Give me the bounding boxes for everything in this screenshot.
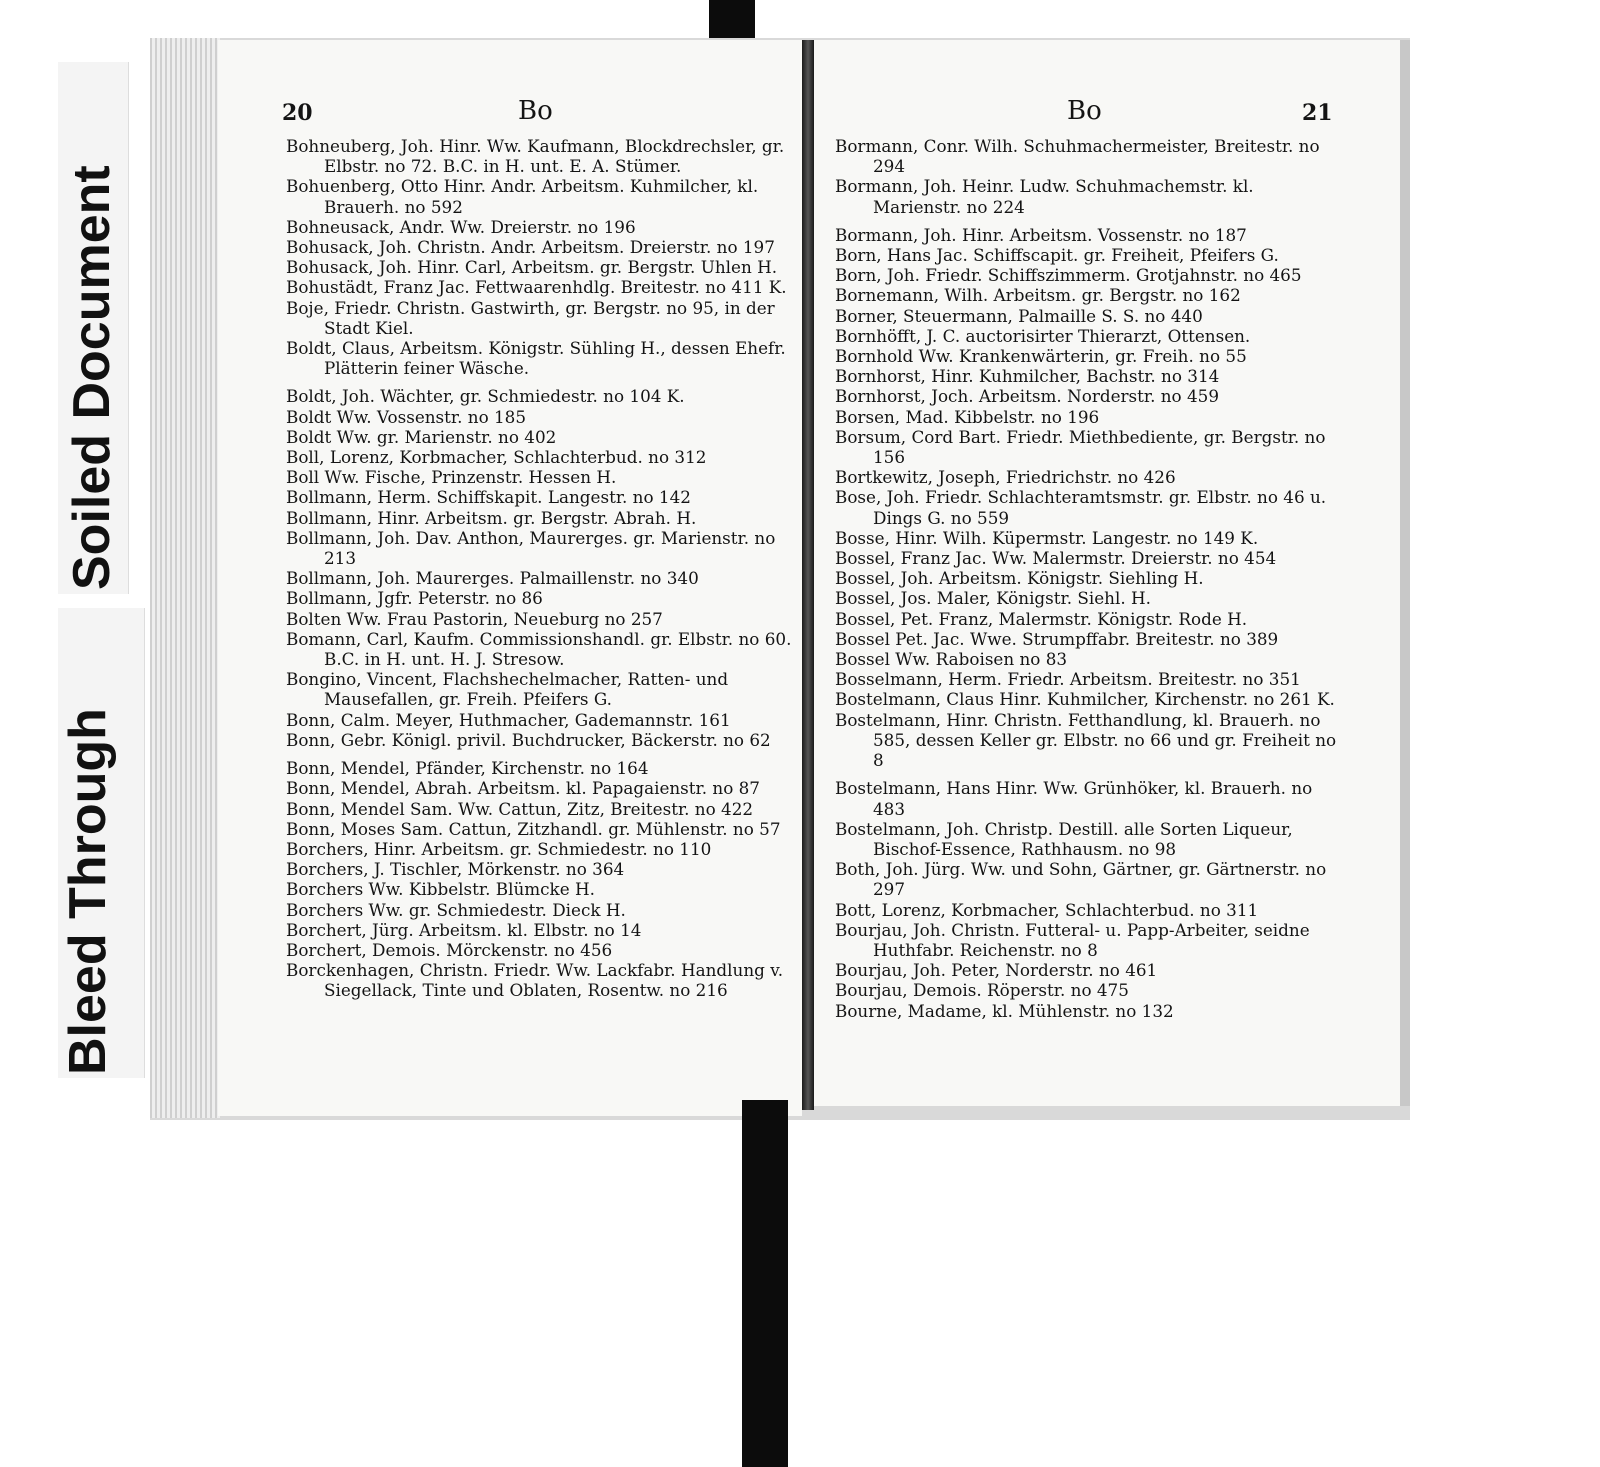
directory-entry: Bornemann, Wilh. Arbeitsm. gr. Bergstr. no 162 bbox=[835, 285, 1241, 306]
left-entry-list bbox=[286, 136, 794, 1001]
directory-entry: Bonn, Moses Sam. Cattun, Zitzhandl. gr. Mühlenstr. no 57 bbox=[286, 818, 781, 839]
directory-entry: Bohuenberg, Otto Hinr. Andr. Arbeitsm. Kuhmilcher, kl. Brauerh. no 592 bbox=[286, 176, 759, 217]
directory-entry: Bossel, Joh. Arbeitsm. Königstr. Siehling H. bbox=[835, 568, 1204, 589]
left-running-head: Bo bbox=[518, 96, 553, 126]
page-edges-right bbox=[1400, 40, 1410, 1106]
directory-entry: Bossel Ww. Raboisen no 83 bbox=[835, 649, 1068, 670]
directory-entry: Boldt, Claus, Arbeitsm. Königstr. Sühling H., dessen Ehefr. Plätterin feiner Wäsche. bbox=[286, 338, 786, 379]
directory-entry: Bostelmann, Hans Hinr. Ww. Grünhöker, kl. Brauerh. no 483 bbox=[835, 778, 1313, 819]
directory-entry: Both, Joh. Jürg. Ww. und Sohn, Gärtner, gr. Gärtnerstr. no 297 bbox=[835, 859, 1327, 900]
directory-entry: Born, Hans Jac. Schiffscapit. gr. Freiheit, Pfeifers G. bbox=[835, 245, 1279, 266]
directory-entry: Boll, Lorenz, Korbmacher, Schlachterbud. no 312 bbox=[286, 447, 707, 468]
directory-entry: Borckenhagen, Christn. Friedr. Ww. Lackfabr. Handlung v. Siegellack, Tinte und Oblaten, Rosentw. no 216 bbox=[286, 960, 784, 1001]
directory-entry: Bolten Ww. Frau Pastorin, Neueburg no 257 bbox=[286, 608, 663, 629]
directory-entry: Borchers, J. Tischler, Mörkenstr. no 364 bbox=[286, 859, 625, 880]
bookmark-ribbon-bottom bbox=[742, 1100, 788, 1467]
directory-entry: Borchers, Hinr. Arbeitsm. gr. Schmiedestr. no 110 bbox=[286, 838, 712, 859]
directory-entry: Bosselmann, Herm. Friedr. Arbeitsm. Breitestr. no 351 bbox=[835, 669, 1301, 690]
directory-entry: Bourjau, Joh. Christn. Futteral- u. Papp-Arbeiter, seidne Huthfabr. Reichenstr. no 8 bbox=[835, 919, 1310, 960]
right-running-head: Bo bbox=[1067, 96, 1102, 126]
directory-entry: Bonn, Mendel, Pfänder, Kirchenstr. no 164 bbox=[286, 758, 649, 779]
directory-entry: Bohusack, Joh. Christn. Andr. Arbeitsm. Dreierstr. no 197 bbox=[286, 237, 775, 258]
directory-entry: Borsen, Mad. Kibbelstr. no 196 bbox=[835, 406, 1100, 427]
directory-entry: Bortkewitz, Joseph, Friedrichstr. no 426 bbox=[835, 467, 1176, 488]
directory-entry: Bomann, Carl, Kaufm. Commissionshandl. gr. Elbstr. no 60. B.C. in H. unt. H. J. Stresow. bbox=[286, 628, 792, 670]
directory-entry: Bose, Joh. Friedr. Schlachteramtsmstr. gr. Elbstr. no 46 u. Dings G. no 559 bbox=[835, 487, 1327, 528]
directory-entry: Borchert, Jürg. Arbeitsm. kl. Elbstr. no 14 bbox=[286, 919, 642, 940]
directory-entry: Boldt Ww. Vossenstr. no 185 bbox=[286, 406, 527, 427]
soiled-document-label: Soiled Document bbox=[63, 165, 121, 590]
directory-entry: Bollmann, Joh. Dav. Anthon, Maurerges. gr. Marienstr. no 213 bbox=[286, 527, 776, 569]
directory-entry: Bollmann, Herm. Schiffskapit. Langestr. no 142 bbox=[286, 487, 691, 508]
directory-entry: Bollmann, Hinr. Arbeitsm. gr. Bergstr. Abrah. H. bbox=[286, 507, 697, 528]
directory-entry: Bossel Pet. Jac. Wwe. Strumpffabr. Breitestr. no 389 bbox=[835, 628, 1279, 649]
directory-entry: Bossel, Franz Jac. Ww. Malermstr. Dreierstr. no 454 bbox=[835, 548, 1277, 569]
directory-entry: Bornhold Ww. Krankenwärterin, gr. Freih. no 55 bbox=[835, 346, 1247, 367]
directory-entry: Bornhorst, Hinr. Kuhmilcher, Bachstr. no 314 bbox=[835, 366, 1220, 387]
page-edges-left bbox=[150, 38, 220, 1118]
right-page-number: 21 bbox=[1302, 100, 1333, 126]
directory-entry: Borsum, Cord Bart. Friedr. Miethbediente, gr. Bergstr. no 156 bbox=[835, 426, 1326, 468]
directory-entry: Bohusack, Joh. Hinr. Carl, Arbeitsm. gr. Bergstr. Uhlen H. bbox=[286, 257, 778, 278]
directory-entry: Bostelmann, Claus Hinr. Kuhmilcher, Kirchenstr. no 261 K. bbox=[835, 689, 1335, 710]
directory-entry: Bonn, Gebr. Königl. privil. Buchdrucker, Bäckerstr. no 62 bbox=[286, 729, 771, 750]
directory-entry: Boll Ww. Fische, Prinzenstr. Hessen H. bbox=[286, 467, 617, 488]
directory-entry: Bornhorst, Joch. Arbeitsm. Norderstr. no 459 bbox=[835, 386, 1220, 407]
directory-entry: Bormann, Joh. Heinr. Ludw. Schuhmachemstr. kl. Marienstr. no 224 bbox=[835, 176, 1254, 217]
left-page-number: 20 bbox=[282, 100, 313, 126]
directory-entry: Bohneusack, Andr. Ww. Dreierstr. no 196 bbox=[286, 216, 636, 237]
book-gutter bbox=[802, 40, 814, 1110]
right-entry-list bbox=[835, 136, 1345, 1021]
directory-entry: Bourne, Madame, kl. Mühlenstr. no 132 bbox=[835, 1000, 1174, 1021]
directory-entry: Bostelmann, Joh. Christp. Destill. alle Sorten Liqueur, Bischof-Essence, Rathhausm. no 98 bbox=[835, 818, 1293, 859]
directory-entry: Bossel, Pet. Franz, Malermstr. Königstr. Rode H. bbox=[835, 608, 1248, 629]
directory-entry: Bongino, Vincent, Flachshechelmacher, Ratten- und Mausefallen, gr. Freih. Pfeifers G. bbox=[286, 669, 729, 710]
directory-entry: Bonn, Calm. Meyer, Huthmacher, Gademannstr. 161 bbox=[286, 709, 731, 730]
directory-entry: Born, Joh. Friedr. Schiffszimmerm. Grotjahnstr. no 465 bbox=[835, 265, 1302, 286]
directory-entry: Bohneuberg, Joh. Hinr. Ww. Kaufmann, Blockdrechsler, gr. Elbstr. no 72. B.C. in H. unt. E. A. Stümer. bbox=[286, 136, 785, 177]
directory-entry: Borchers Ww. gr. Schmiedestr. Dieck H. bbox=[286, 899, 626, 920]
directory-entry: Bormann, Joh. Hinr. Arbeitsm. Vossenstr. no 187 bbox=[835, 224, 1247, 245]
directory-entry: Bossel, Jos. Maler, Königstr. Siehl. H. bbox=[835, 588, 1151, 609]
directory-entry: Bourjau, Demois. Röperstr. no 475 bbox=[835, 980, 1129, 1001]
directory-entry: Bormann, Conr. Wilh. Schuhmachermeister, Breitestr. no 294 bbox=[835, 136, 1320, 177]
directory-entry: Bosse, Hinr. Wilh. Küpermstr. Langestr. no 149 K. bbox=[835, 527, 1259, 548]
directory-entry: Bostelmann, Hinr. Christn. Fetthandlung, kl. Brauerh. no 585, dessen Keller gr. Elbstr. no 66 und gr. Freiheit no 8 bbox=[835, 709, 1337, 771]
directory-entry: Bollmann, Jgfr. Peterstr. no 86 bbox=[286, 588, 543, 609]
directory-entry: Bollmann, Joh. Maurerges. Palmaillenstr. no 340 bbox=[286, 568, 699, 589]
directory-entry: Borchers Ww. Kibbelstr. Blümcke H. bbox=[286, 879, 595, 900]
directory-entry: Boldt Ww. gr. Marienstr. no 402 bbox=[286, 426, 557, 447]
directory-entry: Bornhöfft, J. C. auctorisirter Thierarzt, Ottensen. bbox=[835, 325, 1251, 346]
directory-entry: Borchert, Demois. Mörckenstr. no 456 bbox=[286, 939, 613, 960]
directory-entry: Bonn, Mendel, Abrah. Arbeitsm. kl. Papagaienstr. no 87 bbox=[286, 778, 760, 799]
directory-entry: Bott, Lorenz, Korbmacher, Schlachterbud. no 311 bbox=[835, 899, 1259, 920]
directory-entry: Borner, Steuermann, Palmaille S. S. no 440 bbox=[835, 305, 1203, 326]
directory-entry: Boldt, Joh. Wächter, gr. Schmiedestr. no 104 K. bbox=[286, 386, 685, 407]
directory-entry: Bourjau, Joh. Peter, Norderstr. no 461 bbox=[835, 960, 1158, 981]
bleed-through-label: Bleed Through bbox=[59, 708, 117, 1075]
directory-entry: Bonn, Mendel Sam. Ww. Cattun, Zitz, Breitestr. no 422 bbox=[286, 798, 754, 819]
directory-entry: Bohustädt, Franz Jac. Fettwaarenhdlg. Breitestr. no 411 K. bbox=[286, 277, 787, 298]
directory-entry: Boje, Friedr. Christn. Gastwirth, gr. Bergstr. no 95, in der Stadt Kiel. bbox=[286, 297, 775, 338]
